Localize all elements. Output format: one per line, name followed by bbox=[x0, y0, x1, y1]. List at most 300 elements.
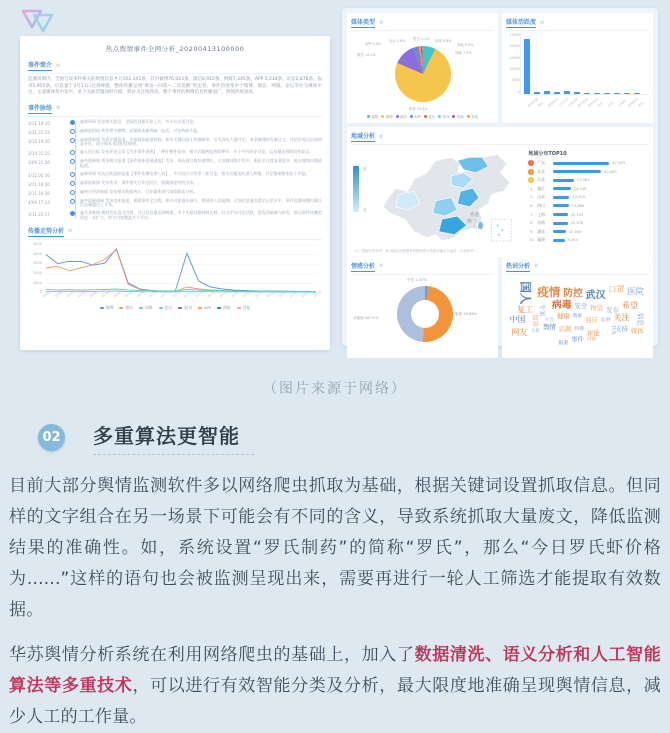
pie-legend-item[interactable] bbox=[396, 114, 407, 119]
trend-legend-label: 报刊 bbox=[184, 304, 192, 310]
timeline-text: @新华网 发布后续追踪报道【事件处理结果公布】，多方回应引发第二轮讨论，相关话题再次进入热搜，讨论情绪整体趋于平稳。 bbox=[80, 170, 310, 176]
bars-y-tick: 25000 bbox=[509, 33, 520, 37]
timeline-dot bbox=[70, 150, 75, 155]
top10-value: 12,078 bbox=[570, 221, 584, 226]
report-trend-label[interactable]: 传播走势分析 bbox=[28, 227, 65, 235]
timeline-dot bbox=[70, 181, 75, 186]
timeline-dot bbox=[70, 138, 75, 143]
pie-legend-item[interactable] bbox=[367, 114, 378, 119]
top10-rank: 9 bbox=[530, 229, 533, 234]
cloud-word[interactable]: 健康 bbox=[557, 312, 570, 321]
bars-plot bbox=[520, 34, 649, 95]
pie-legend-label: 网媒 bbox=[371, 115, 379, 119]
timeline-item[interactable] bbox=[28, 138, 322, 148]
cloud-word[interactable]: 疫情 bbox=[537, 284, 561, 299]
widget-settings-icon[interactable]: ⚙ bbox=[534, 263, 539, 270]
timeline-dot bbox=[70, 120, 75, 125]
trend-x-tick: 03-15 bbox=[206, 289, 217, 299]
cloud-word[interactable]: 信息 bbox=[636, 313, 645, 326]
top10-row[interactable] bbox=[528, 220, 647, 226]
donut-chart bbox=[397, 286, 453, 342]
cloud-word[interactable]: 物资 bbox=[590, 303, 604, 312]
timeline-time: 3/10 19:26 bbox=[28, 138, 50, 144]
report-trend-header bbox=[28, 226, 322, 240]
top10-bar bbox=[553, 179, 573, 182]
map-note: 以上数据仅供参考，部分地区因数据来源限制统计结果可能存在偏差（仅供参考）。 bbox=[355, 248, 481, 253]
top10-bar bbox=[553, 213, 567, 216]
bars-x-label: 今日头条 bbox=[557, 97, 569, 109]
cloud-word[interactable]: 数据 bbox=[572, 314, 583, 320]
bars-x-label: 腾讯新闻 bbox=[577, 97, 589, 109]
top10-row[interactable] bbox=[528, 237, 647, 243]
top10-name: 福建 bbox=[537, 237, 545, 243]
trend-legend-item[interactable] bbox=[178, 305, 192, 311]
trend-x-tick: 03-19 bbox=[254, 289, 264, 299]
bar[interactable] bbox=[604, 93, 610, 94]
timeline-item[interactable] bbox=[28, 181, 322, 187]
trend-legend-item[interactable] bbox=[100, 305, 114, 311]
timeline-time: 3/11 16:39 bbox=[28, 190, 50, 196]
legend-dot-icon bbox=[119, 307, 123, 309]
sentiment-donut bbox=[351, 278, 494, 352]
china-map[interactable] bbox=[366, 148, 524, 244]
pie-chart bbox=[395, 46, 451, 102]
trend-x-tick: 03-21 bbox=[277, 289, 287, 299]
timeline-time: 4/11 05:16 bbox=[28, 172, 50, 178]
top10-name: 河南 bbox=[537, 220, 545, 226]
top10-value: 17,063 bbox=[576, 178, 590, 183]
trend-x-tick: 03-16 bbox=[218, 289, 229, 299]
bars-x-label: 新浪微博 bbox=[527, 97, 539, 109]
bars-x-label: 搜狐新闻 bbox=[587, 97, 599, 109]
pie-callout: 视频 0.8% bbox=[435, 39, 452, 43]
top10-bar bbox=[553, 239, 564, 242]
bar[interactable] bbox=[534, 92, 540, 94]
timeline-time: 3/10 21:25 bbox=[28, 151, 50, 157]
cloud-word[interactable]: 发布 bbox=[606, 305, 619, 314]
pie-legend-label: 微博 bbox=[385, 115, 393, 119]
top10-row[interactable] bbox=[528, 203, 647, 209]
pie-legend-item[interactable] bbox=[424, 114, 435, 119]
legend-dot-icon bbox=[467, 115, 470, 118]
top10-row[interactable] bbox=[528, 186, 647, 192]
map-region-label: 香港 bbox=[470, 213, 480, 219]
trend-y-tick: 0 bbox=[39, 290, 42, 295]
pie-callout: 论坛 1.6% bbox=[389, 39, 406, 43]
donut-label: 敏感 49.86% bbox=[455, 311, 478, 316]
section-heading bbox=[38, 420, 670, 455]
trend-legend-label: 微博 bbox=[105, 304, 114, 310]
timeline-time: 3/09 21:26 bbox=[28, 160, 50, 166]
cloud-word[interactable]: 武汉 bbox=[585, 289, 606, 301]
top10-value: 12,135 bbox=[570, 212, 584, 217]
cloud-word[interactable]: 媒体 bbox=[630, 326, 644, 335]
top10-rank: 4 bbox=[530, 186, 533, 191]
top10-value: 47,003 bbox=[612, 161, 625, 165]
bars-x-label: 抖音 bbox=[607, 101, 615, 109]
report-title: 热点舆情事件全网分析_20200413100000 bbox=[105, 45, 245, 53]
legend-dot-icon bbox=[367, 115, 370, 118]
trend-series-微博 bbox=[46, 249, 316, 292]
trend-x-tick: 03-13 bbox=[183, 289, 193, 299]
trend-x-tick: 03-01 bbox=[42, 289, 52, 299]
bar[interactable] bbox=[614, 93, 620, 94]
trend-x-tick: 03-02 bbox=[53, 289, 64, 299]
event-timeline bbox=[28, 120, 322, 221]
widget-settings-icon[interactable]: ⚙ bbox=[68, 228, 73, 235]
bar[interactable] bbox=[564, 91, 570, 94]
cloud-word[interactable]: 讨论 bbox=[586, 337, 597, 343]
top10-rank: 10 bbox=[529, 238, 534, 243]
bar[interactable] bbox=[554, 92, 560, 94]
dashboard-panel bbox=[342, 8, 658, 346]
paragraph-2 bbox=[9, 640, 661, 733]
trend-legend-label: 视频 bbox=[222, 304, 231, 310]
bar[interactable] bbox=[594, 93, 600, 94]
pie-callout: 网媒 7.2% bbox=[455, 51, 472, 55]
widget-settings-icon[interactable]: ⚙ bbox=[56, 62, 61, 69]
pie-legend-item[interactable] bbox=[452, 114, 463, 119]
bars-y-tick: 15000 bbox=[509, 55, 520, 60]
top10-name: 广东 bbox=[537, 160, 545, 165]
widget-settings-icon[interactable]: ⚙ bbox=[540, 19, 545, 26]
region-widget bbox=[347, 127, 653, 257]
pie-legend-label: APP bbox=[414, 114, 421, 119]
donut-label: 中性 1.43% bbox=[407, 277, 427, 282]
cloud-word[interactable]: 专家 bbox=[538, 303, 547, 317]
top10-rank: 6 bbox=[530, 203, 533, 208]
cloud-word[interactable]: 事件 bbox=[571, 335, 584, 344]
legend-dot-icon bbox=[217, 307, 221, 309]
top10-rank: 5 bbox=[530, 195, 533, 200]
timeline-text: @澎湃新闻 发布专题报道，多家媒体跟进转载，相关关键词登上热搜榜单，引发网友大量讨论，单条微博转发量过万，评论区观点出现明显分化，部分网友表达担忧情绪。 bbox=[80, 136, 322, 147]
pie-legend-label: 其他 bbox=[471, 115, 478, 119]
cloud-word[interactable]: 热搜 bbox=[574, 326, 584, 332]
sentiment-widget bbox=[347, 257, 498, 358]
bars-x-axis bbox=[524, 97, 649, 109]
bars-x-label: 知乎 bbox=[597, 101, 605, 109]
donut-label: 非敏感 48.71% bbox=[353, 315, 379, 320]
cloud-word[interactable]: 防控 bbox=[563, 287, 583, 299]
trend-series-微信 bbox=[46, 250, 316, 292]
top10-row[interactable] bbox=[528, 212, 647, 218]
region-top10 bbox=[524, 148, 649, 246]
cloud-word[interactable]: 安全 bbox=[574, 301, 588, 310]
paragraph-1: 目前大部分舆情监测软件多以网络爬虫抓取为基础，根据关键词设置抓取信息。但同样的文字组合在另一场景下可能会有不同的含义，导致系统抓取大量废文，降低监测结果的准确性。如，系统设置“罗氏制药”的简称“罗氏”，那么“今日罗氏虾价格为......”这样的语句也会被监测呈现出来，需要再进行一轮人工筛选才能提取有效数据。 bbox=[9, 476, 661, 620]
timeline-item[interactable] bbox=[28, 120, 322, 126]
legend-dot-icon bbox=[396, 115, 399, 118]
timeline-item[interactable] bbox=[28, 129, 322, 135]
map-title[interactable]: 地域分析 bbox=[351, 133, 376, 140]
top10-name: 上海 bbox=[537, 211, 545, 217]
report-panel bbox=[20, 36, 330, 350]
widget-settings-icon[interactable]: ⚙ bbox=[56, 105, 61, 111]
cloud-title[interactable]: 热词分析 bbox=[506, 262, 531, 270]
report-intro-text: 监测周期内，全网与该事件相关的舆情信息共计102,345条，其中微博76,023条、微信8,912条、网媒7,345条、APP 5,234条、论坛2,876条、报刊1,955条。信息量于3月11日达到峰值，整体传播呈现“爆发—回落—二次发酵”的走势，事件热度集中于微博、微信、网媒、论坛等社交媒体平台，主流媒体集中发声，多个关联话题同时在榜，舆论关注度较高，整个事件的舆情信息传播面广，舆情热度较高。 bbox=[28, 77, 322, 95]
top10-value: 14,549 bbox=[573, 186, 587, 191]
trend-legend-label: 论坛 bbox=[164, 304, 173, 310]
cloud-word[interactable]: 回应 bbox=[585, 316, 598, 325]
top10-row[interactable] bbox=[528, 229, 647, 235]
timeline-dot bbox=[70, 129, 75, 134]
timeline-text: @央视新闻 两条相关报道【事件最新进展通报】发布，网友留言数快速增长，主流媒体集中发声，舆论关注度显著提升，地方媒体亦跟进报道。 bbox=[80, 158, 322, 168]
top10-bar bbox=[553, 230, 565, 233]
pie-callout: 微博 74.3% bbox=[409, 107, 428, 111]
bars-x-label: 凤凰网 bbox=[617, 99, 627, 109]
timeline-item[interactable] bbox=[28, 199, 322, 209]
legend-dot-icon bbox=[424, 115, 427, 118]
section-title: 多重算法更智能 bbox=[93, 420, 254, 455]
trend-x-tick: 03-04 bbox=[77, 289, 87, 299]
bars-y-tick: 20000 bbox=[509, 44, 520, 49]
pie-legend-label: 微信 bbox=[400, 115, 407, 119]
cloud-word[interactable]: 报道 bbox=[558, 341, 569, 347]
paragraph-2-highlight: 数据清洗、语义分析和人工智能算法等多重技术 bbox=[9, 645, 661, 696]
timeline-text: @中国新闻网 发布综述报道，梳理事件全过程，相关讨论逐步减少，舆情进入消退期，全网信息量回落至日常水平，事件监测周期内累计信息量超过十万条。 bbox=[80, 197, 322, 208]
timeline-text: @界面新闻 发布快讯：事件相关方作出回应，舆情热度有所回落。 bbox=[80, 179, 198, 185]
bar[interactable] bbox=[634, 93, 640, 94]
trend-x-tick: 03-03 bbox=[65, 289, 75, 299]
top10-rank: 7 bbox=[530, 212, 533, 217]
pie-legend-label: 报刊 bbox=[442, 115, 450, 119]
top10-value: 12,884 bbox=[571, 203, 585, 208]
legend-dot-icon bbox=[452, 115, 455, 118]
bars-y-tick: 0 bbox=[517, 89, 520, 94]
trend-legend-item[interactable] bbox=[139, 305, 153, 311]
top10-row[interactable] bbox=[528, 160, 647, 166]
paragraph-2-after: ，可以进行有效智能分类及分析，最大限度地准确呈现舆情信息，减少人工的工作量。 bbox=[9, 676, 661, 727]
top10-bar bbox=[553, 196, 569, 199]
trend-legend-label: APP bbox=[203, 305, 211, 311]
screenshots-area bbox=[0, 0, 670, 366]
timeline-text: @头条新闻 晚间发布盘点内容，当日信息量达到峰值，多个关联话题同时在榜，社交平台讨论活跃，意见领袖参与转发，推动事件传播范围进一步扩大，相关内容覆盖多个平台。 bbox=[80, 210, 322, 221]
pie-callout: 其他 0.5% bbox=[457, 43, 474, 47]
hotwords-widget bbox=[502, 257, 653, 358]
trend-x-tick: 03-11 bbox=[159, 289, 170, 299]
pie-legend bbox=[351, 114, 494, 119]
timeline-time: 3/11 22:17 bbox=[28, 212, 50, 218]
trend-legend bbox=[28, 305, 322, 311]
widget-settings-icon[interactable]: ⚙ bbox=[379, 263, 384, 270]
top10-list bbox=[528, 160, 647, 243]
cloud-word[interactable]: 口罩 bbox=[608, 283, 625, 294]
top10-rank: 3 bbox=[530, 178, 533, 183]
top10-row[interactable] bbox=[528, 169, 647, 175]
timeline-text: @新浪科技 转发相关微博，话题阅读量突破一亿次，讨论持续升温。 bbox=[80, 127, 202, 133]
bar[interactable] bbox=[584, 93, 590, 95]
top10-name: 山东 bbox=[537, 194, 545, 200]
timeline-dot bbox=[70, 172, 75, 177]
bar[interactable] bbox=[524, 39, 530, 94]
timeline-dot bbox=[70, 190, 75, 195]
bar[interactable] bbox=[544, 91, 550, 94]
cloud-word[interactable]: 加油 bbox=[531, 314, 540, 327]
report-intro-header bbox=[28, 60, 322, 74]
pie-callout: 报刊 1.1% bbox=[413, 37, 430, 41]
trend-y-tick: 2000 bbox=[33, 270, 42, 275]
timeline-time: 3/11 16:26 bbox=[28, 181, 50, 187]
legend-dot-icon bbox=[100, 307, 104, 309]
cloud-word[interactable]: 中国 bbox=[509, 314, 526, 325]
top10-name: 四川 bbox=[537, 202, 545, 208]
pie-title[interactable]: 媒体类型 bbox=[351, 19, 376, 26]
cloud-word[interactable]: 国人 bbox=[518, 281, 533, 305]
timeline-text: @财经网 发布相关消息，全网信息量开始上升，多平台出现讨论。 bbox=[80, 118, 198, 124]
cloud-word[interactable]: 希望 bbox=[621, 299, 639, 310]
top10-bar bbox=[553, 170, 601, 173]
pie-legend-item[interactable] bbox=[410, 114, 421, 119]
pie-legend-label: 视频 bbox=[456, 115, 464, 119]
section-number-badge: 02 bbox=[38, 424, 65, 451]
legend-dot-icon bbox=[438, 115, 441, 118]
timeline-dot bbox=[70, 199, 75, 204]
trend-x-tick: 03-09 bbox=[136, 289, 146, 299]
trend-x-tick: 03-22 bbox=[289, 289, 299, 299]
timeline-dot bbox=[70, 211, 75, 216]
top10-name: 北京 bbox=[537, 168, 545, 174]
trend-x-tick: 03-08 bbox=[124, 289, 134, 299]
media-activity-widget bbox=[502, 13, 653, 123]
cloud-word[interactable]: 评论 bbox=[586, 328, 600, 337]
timeline-item[interactable] bbox=[28, 159, 322, 169]
top10-value: 10,354 bbox=[568, 229, 582, 234]
cloud-word[interactable]: 平台 bbox=[544, 318, 555, 324]
top10-rank: 2 bbox=[530, 169, 533, 174]
top10-row[interactable] bbox=[528, 194, 647, 200]
bars-x-label: 澎湃新闻 bbox=[627, 97, 639, 109]
trend-y-tick: 1000 bbox=[33, 280, 42, 285]
trend-x-tick: 03-14 bbox=[195, 289, 205, 299]
map-region-label: 澳门 bbox=[467, 219, 477, 225]
map-legend-low: 低 bbox=[363, 208, 367, 212]
widget-settings-icon[interactable]: ⚙ bbox=[379, 19, 384, 26]
donut-title[interactable]: 情感分析 bbox=[351, 262, 376, 270]
bars-x-label: 网易新闻 bbox=[547, 97, 559, 109]
timeline-time: 3/11 21:23 bbox=[28, 129, 50, 135]
pie-legend-item[interactable] bbox=[438, 114, 449, 119]
top10-row[interactable] bbox=[528, 177, 647, 183]
trend-legend-item[interactable] bbox=[198, 305, 211, 311]
cloud-word[interactable]: 病毒 bbox=[551, 299, 572, 311]
top10-name: 江苏 bbox=[537, 177, 545, 183]
bars-x-label: 微信 bbox=[537, 101, 545, 109]
trend-y-axis bbox=[28, 243, 42, 295]
cloud-word[interactable]: 医院 bbox=[627, 285, 644, 296]
legend-dot-icon bbox=[159, 307, 163, 309]
map-legend-high: 高 bbox=[363, 167, 367, 171]
paragraph-2-before: 华苏舆情分析系统在利用网络爬虫的基础上，加入了 bbox=[9, 645, 415, 665]
pie-callout: 微信 12.1% bbox=[357, 53, 376, 57]
media-type-pie bbox=[351, 34, 494, 112]
trend-legend-label: 网媒 bbox=[145, 304, 153, 310]
brand-logo-icon bbox=[20, 7, 58, 39]
report-timeline-label[interactable]: 事件脉络 bbox=[28, 104, 53, 112]
cloud-word[interactable]: 转发 bbox=[609, 325, 615, 335]
timeline-item[interactable] bbox=[28, 190, 322, 196]
top10-bar bbox=[553, 222, 567, 225]
trend-legend-item[interactable] bbox=[159, 305, 173, 311]
bars-title[interactable]: 媒体活跃度 bbox=[506, 19, 537, 26]
image-caption: （图片来源于网络） bbox=[263, 381, 407, 397]
legend-dot-icon bbox=[381, 115, 384, 118]
trend-y-tick: 3000 bbox=[33, 261, 42, 266]
trend-legend-item[interactable] bbox=[237, 305, 251, 311]
cloud-word[interactable]: 舆情 bbox=[542, 322, 556, 331]
cloud-word[interactable]: 复工 bbox=[516, 303, 534, 314]
bar[interactable] bbox=[574, 92, 580, 94]
widget-settings-icon[interactable]: ⚙ bbox=[379, 133, 384, 140]
trend-plot bbox=[42, 243, 320, 295]
trend-x-tick: 03-10 bbox=[148, 289, 158, 299]
trend-x-tick: 03-17 bbox=[230, 289, 240, 299]
top10-name: 湖北 bbox=[537, 228, 545, 234]
top10-rank: 1 bbox=[530, 161, 533, 165]
trend-y-tick: 4000 bbox=[33, 251, 42, 256]
cloud-word[interactable]: 监测 bbox=[600, 318, 611, 324]
top10-name: 浙江 bbox=[537, 185, 545, 191]
bar[interactable] bbox=[624, 93, 630, 94]
bars-y-tick: 10000 bbox=[509, 66, 520, 71]
trend-x-axis bbox=[42, 289, 323, 303]
report-timeline-header bbox=[28, 103, 322, 117]
map-gradient-legend bbox=[353, 166, 359, 212]
pie-legend-item[interactable] bbox=[467, 114, 478, 119]
cloud-word[interactable]: 分析 bbox=[530, 328, 540, 334]
top10-bar bbox=[553, 187, 570, 190]
top10-value: 40,009 bbox=[604, 169, 617, 174]
top10-value: 9,403 bbox=[567, 238, 578, 243]
pie-callout: APP 2.4% bbox=[365, 42, 382, 46]
trend-chart bbox=[28, 243, 322, 295]
report-intro-label[interactable]: 事件简介 bbox=[28, 62, 53, 69]
cloud-word[interactable]: 话题 bbox=[558, 324, 572, 333]
bars-x-label: 百度贴吧 bbox=[567, 97, 579, 109]
bars-y-tick: 5000 bbox=[511, 78, 520, 83]
cloud-word[interactable]: 支持 bbox=[615, 324, 628, 333]
trend-x-tick: 03-20 bbox=[265, 289, 276, 299]
timeline-item[interactable] bbox=[28, 172, 322, 178]
cloud-word[interactable]: 关注 bbox=[613, 312, 630, 323]
trend-legend-item[interactable] bbox=[217, 305, 231, 311]
trend-x-tick: 03-18 bbox=[242, 289, 252, 299]
timeline-item[interactable] bbox=[28, 150, 322, 156]
trend-x-tick: 03-06 bbox=[100, 289, 111, 299]
timeline-item[interactable] bbox=[28, 211, 322, 221]
trend-x-tick: 03-24 bbox=[312, 289, 323, 299]
bars-x-label: 其他 bbox=[637, 101, 645, 109]
legend-dot-icon bbox=[410, 115, 413, 118]
map-region-label: 台湾 bbox=[473, 225, 483, 231]
pie-legend-item[interactable] bbox=[381, 114, 392, 119]
timeline-text: @人民日报 发布评论文章【关注事件进展】，呼吁理性看待，相关话题热度持续攀升，多个平台同步讨论，信息量达到阶段性高点。 bbox=[80, 149, 314, 155]
cloud-word[interactable]: 网友 bbox=[511, 326, 528, 337]
trend-y-tick: 5000 bbox=[33, 241, 42, 246]
legend-dot-icon bbox=[178, 307, 182, 309]
trend-x-tick: 03-05 bbox=[89, 289, 99, 299]
top10-title: 地域分布TOP10 bbox=[528, 151, 567, 157]
media-type-widget bbox=[347, 13, 498, 123]
trend-legend-item[interactable] bbox=[119, 305, 133, 311]
trend-legend-label: 其他 bbox=[242, 304, 251, 310]
trend-x-tick: 03-23 bbox=[301, 289, 311, 299]
legend-dot-icon bbox=[139, 307, 143, 309]
timeline-text: @每日经济新闻 发布相关数据统计，行业媒体进行深度解读分析。 bbox=[80, 188, 198, 194]
pie-legend-label: 论坛 bbox=[428, 115, 436, 119]
top10-bar bbox=[553, 162, 609, 165]
timeline-time: 3/11 18:16 bbox=[28, 120, 50, 126]
timeline-dot bbox=[70, 159, 75, 164]
top10-bar bbox=[553, 204, 568, 207]
